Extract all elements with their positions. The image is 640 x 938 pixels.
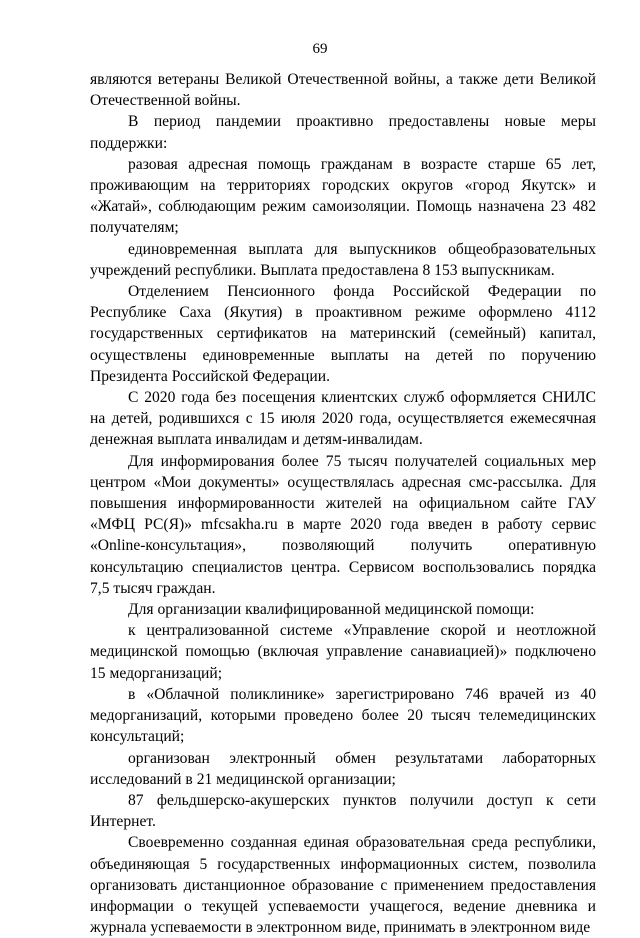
paragraph-my-documents: Для информирования более 75 тысяч получателей социальных мер центром «Мои документы» осуществлялась адресная смс-рассылка. Для повышения информированности жителей на официальном сайте ГАУ «МФЦ РС(Я)» mfcsakha.ru в марте 2020 года введен в работу сервис «Online-консультация», позволяющий получить оперативную консультацию специалистов центра. Сервисом воспользовались порядка 7,5 тысяч граждан. xyxy=(90,452,596,597)
body-text xyxy=(90,69,596,938)
paragraph-snils: С 2020 года без посещения клиентских служб оформляется СНИЛС на детей, родившихся с 15 июля 2020 года, осуществляется ежемесячная денежная выплата инвалидам и детям-инвалидам. xyxy=(90,389,596,449)
paragraph-elderly-aid: разовая адресная помощь гражданам в возрасте старше 65 лет, проживающим на территориях городских округов «город Якутск» и «Жатай», соблюдающим режим самоизоляции. Помощь назначена 23 482 получателям; xyxy=(90,155,596,237)
paragraph-graduates-payment: единовременная выплата для выпускников общеобразовательных учреждений республики. Выплата предоставлена 8 153 выпускникам. xyxy=(90,240,596,279)
paragraph-medical-help: Для организации квалифицированной медицинской помощи: xyxy=(128,601,535,619)
paragraph-cloud-clinic: в «Облачной поликлинике» зарегистрировано 746 врачей из 40 медорганизаций, которыми проведено более 20 тысяч телемедицинских консультаций; xyxy=(90,685,596,746)
page-number: 69 xyxy=(312,41,328,57)
paragraph-pandemic-support: В период пандемии проактивно предоставлены новые меры поддержки: xyxy=(90,113,596,152)
paragraph-ambulance-system: к централизованной системе «Управление скорой и неотложной медицинской помощью (включая управление санавиацией)» подключено 15 медорганизаций; xyxy=(90,622,596,682)
paragraph-veterans: являются ветераны Великой Отечественной войны, а также дети Великой Отечественной войны. xyxy=(90,71,596,110)
paragraph-pension-fund: Отделением Пенсионного фонда Российской Федерации по Республике Саха (Якутия) в проактивном режиме оформлено 4112 государственных сертификатов на материнский (семейный) капитал, осуществлены единовременные выплаты на детей по поручению Президента Российской Федерации. xyxy=(90,283,596,385)
paragraph-internet-access: 87 фельдшерско-акушерских пунктов получили доступ к сети Интернет. xyxy=(90,791,596,831)
paragraph-lab-exchange: организован электронный обмен результатами лабораторных исследований в 21 медицинской организации; xyxy=(90,749,596,788)
paragraph-education-environment: Своевременно созданная единая образовательная среда республики, объединяющая 5 государственных информационных систем, позволила организовать дистанционное образование с применением предоставления информации о текущей успеваемости учащегося, ведение дневника и журнала успеваемости в электронном виде, принимать в электронном виде xyxy=(90,834,596,937)
